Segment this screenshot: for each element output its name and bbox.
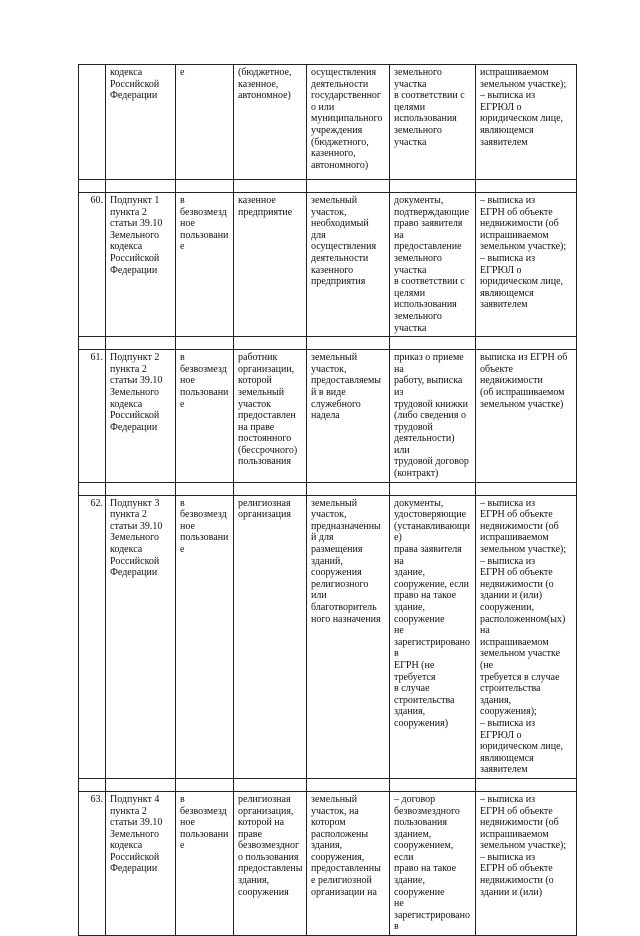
land-provision-table: [78, 64, 577, 936]
legal-basis-cell: Подпункт 2 пункта 2 статьи 39.10 Земельного кодекса Российской Федерации: [106, 350, 176, 483]
row-number-cell: 60.: [79, 193, 106, 337]
table-row: [79, 791, 577, 935]
plot-cell: земельный участок, необходимый для осуществления деятельности казенного предприятия: [307, 193, 390, 337]
extracts-cell: – выписка из ЕГРН об объекте недвижимости (об испрашиваемом земельном участке); – выписка из ЕГРН об объекте недвижимости (о здании и (или) сооружении, расположенном(ых) на испрашиваемом земельном участке (не требуется в случае строительства здания, сооружения); – выписка из ЕГРЮЛ о юридическом лице, являющемся заявителем: [476, 495, 577, 778]
use-kind-cell: в безвозмезд ное пользовани е: [176, 350, 234, 483]
applicant-cell: (бюджетное, казенное, автономное): [234, 65, 307, 180]
plot-cell: земельный участок, на котором расположены здания, сооружения, предоставленны е религиозной организации на: [307, 791, 390, 935]
row-number-cell: 61.: [79, 350, 106, 483]
use-kind-cell: в безвозмезд ное пользовани е: [176, 495, 234, 778]
documents-cell: документы, удостоверяющие (устанавливающие) права заявителя на здание, сооружение, если право на такое здание, сооружение не зарегистрировано в ЕГРН (не требуется в случае строительства здания, сооружения): [390, 495, 476, 778]
legal-basis-cell: Подпункт 3 пункта 2 статьи 39.10 Земельного кодекса Российской Федерации: [106, 495, 176, 778]
use-kind-cell: в безвозмезд ное пользовани е: [176, 791, 234, 935]
table-row: [79, 193, 577, 337]
row-gap: [79, 337, 577, 350]
table-row: [79, 350, 577, 483]
plot-cell: осуществления деятельности государственног о или муниципального учреждения (бюджетного, казенного, автономного): [307, 65, 390, 180]
row-gap: [79, 180, 577, 193]
applicant-cell: религиозная организация: [234, 495, 307, 778]
extracts-cell: выписка из ЕГРН об объекте недвижимости (об испрашиваемом земельном участке): [476, 350, 577, 483]
row-gap: [79, 482, 577, 495]
documents-cell: – договор безвозмездного пользования зданием, сооружением, если право на такое здание, сооружение не зарегистрировано в: [390, 791, 476, 935]
use-kind-cell: е: [176, 65, 234, 180]
applicant-cell: работник организации, которой земельный участок предоставлен на праве постоянного (бессрочного) пользования: [234, 350, 307, 483]
applicant-cell: религиозная организация, которой на праве безвозмездног о пользования предоставлены здания, сооружения: [234, 791, 307, 935]
extracts-cell: – выписка из ЕГРН об объекте недвижимости (об испрашиваемом земельном участке); – выписка из ЕГРЮЛ о юридическом лице, являющемся заявителем: [476, 193, 577, 337]
plot-cell: земельный участок, предоставляемы й в виде служебного надела: [307, 350, 390, 483]
row-number-cell: [79, 65, 106, 180]
use-kind-cell: в безвозмезд ное пользовани е: [176, 193, 234, 337]
row-number-cell: 63.: [79, 791, 106, 935]
legal-basis-cell: Подпункт 4 пункта 2 статьи 39.10 Земельного кодекса Российской Федерации: [106, 791, 176, 935]
extracts-cell: – выписка из ЕГРН об объекте недвижимости (об испрашиваемом земельном участке); – выписка из ЕГРН об объекте недвижимости (о здании и (или): [476, 791, 577, 935]
applicant-cell: казенное предприятие: [234, 193, 307, 337]
table-row: [79, 495, 577, 778]
plot-cell: земельный участок, предназначенны й для размещения зданий, сооружения религиозного или благотворитель ного назначения: [307, 495, 390, 778]
row-gap: [79, 778, 577, 791]
legal-basis-cell: кодекса Российской Федерации: [106, 65, 176, 180]
documents-cell: земельного участка в соответствии с целями использования земельного участка: [390, 65, 476, 180]
table-row: [79, 65, 577, 180]
legal-basis-cell: Подпункт 1 пункта 2 статьи 39.10 Земельного кодекса Российской Федерации: [106, 193, 176, 337]
documents-cell: приказ о приеме на работу, выписка из трудовой книжки (либо сведения о трудовой деятельности) или трудовой договор (контракт): [390, 350, 476, 483]
extracts-cell: испрашиваемом земельном участке); – выписка из ЕГРЮЛ о юридическом лице, являющемся заявителем: [476, 65, 577, 180]
documents-cell: документы, подтверждающие право заявителя на предоставление земельного участка в соответствии с целями использования земельного участка: [390, 193, 476, 337]
row-number-cell: 62.: [79, 495, 106, 778]
